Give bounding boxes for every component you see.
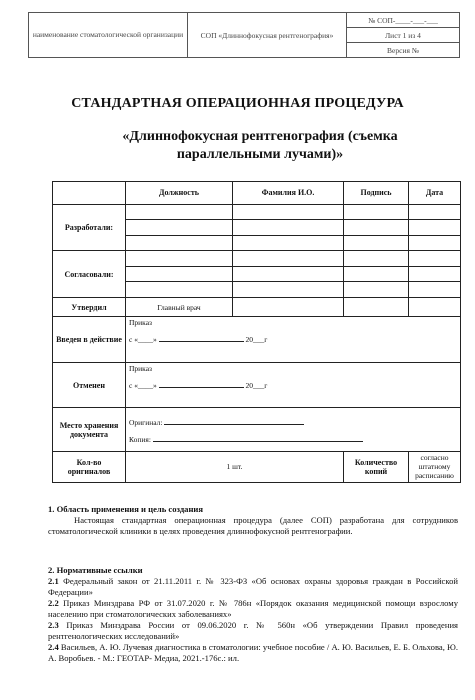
introduced-order: Приказ с «____» 20___г <box>126 317 461 363</box>
document-header <box>28 12 460 58</box>
reference-1: 2.1 Федеральный закон от 21.11.2011 г. № 323-ФЗ «Об основах охраны здоровья граждан в Российской Федерации» <box>48 576 458 597</box>
agreed-label: Согласовали: <box>53 251 126 298</box>
sop-name: СОП «Длиннофокусная рентгенография» <box>188 13 347 58</box>
section-1-heading: 1. Область применения и цель создания <box>48 504 204 514</box>
col-signature: Подпись <box>344 182 409 205</box>
section-2-heading: 2. Нормативные ссылки <box>48 565 143 575</box>
section-1-text: Настоящая стандартная операционная процедура (далее СОП) разработана для сотрудников стоматологической клиники в целях проведения длиннофокусной рентгенографии. <box>48 515 458 536</box>
subtitle-line-1: «Длиннофокусная рентгенография (съемка <box>122 129 398 144</box>
cancelled-label: Отменен <box>53 362 126 408</box>
sheet-number: Лист 1 из 4 <box>347 28 460 43</box>
version-number: Версия № <box>347 43 460 58</box>
copies-count-label: Количество копий <box>344 451 409 482</box>
section-references <box>48 565 458 664</box>
introduced-label: Введен в действие <box>53 317 126 363</box>
document-subtitle <box>60 128 460 164</box>
sop-number: № СОП-____-___-___ <box>347 13 460 28</box>
cancelled-order: Приказ с «____» 20___г <box>126 362 461 408</box>
originals-count-value: 1 шт. <box>126 451 344 482</box>
section-scope <box>48 504 458 537</box>
col-name: Фамилия И.О. <box>233 182 344 205</box>
subtitle-line-2: параллельными лучами)» <box>176 147 344 162</box>
storage-fields: Оригинал: Копия: <box>126 408 461 451</box>
document-title: СТАНДАРТНАЯ ОПЕРАЦИОННАЯ ПРОЦЕДУРА <box>71 96 404 111</box>
reference-2: 2.2 Приказ Минздрава РФ от 31.07.2020 г. № 786н «Порядок оказания медицинской помощи взрослому населению при стоматологических заболеваниях» <box>48 598 458 619</box>
copies-count-value: согласно штатному расписанию <box>409 451 461 482</box>
storage-label: Место хранения документа <box>53 408 126 451</box>
org-name: наименование стоматологической организации <box>29 13 188 58</box>
reference-3: 2.3 Приказ Минздрава России от 09.06.2020 г. № 560н «Об утверждении Правил проведения рентгенологических исследований» <box>48 620 459 641</box>
approved-label: Утвердил <box>53 297 126 317</box>
col-date: Дата <box>409 182 461 205</box>
reference-4: 2.4 Васильев, А. Ю. Лучевая диагностика в стоматологии: учебное пособие / А. Ю. Васильев, Е. Б. Ольхова, Ю. А. Воробьев. - М.: ГЕОТАР- Медиа, 2021.-176с.: ил. <box>48 642 458 663</box>
originals-count-label: Кол-во оригиналов <box>53 451 126 482</box>
developed-label: Разработали: <box>53 204 126 251</box>
approved-position: Главный врач <box>126 297 233 317</box>
approval-table <box>52 181 461 483</box>
col-position: Должность <box>126 182 233 205</box>
